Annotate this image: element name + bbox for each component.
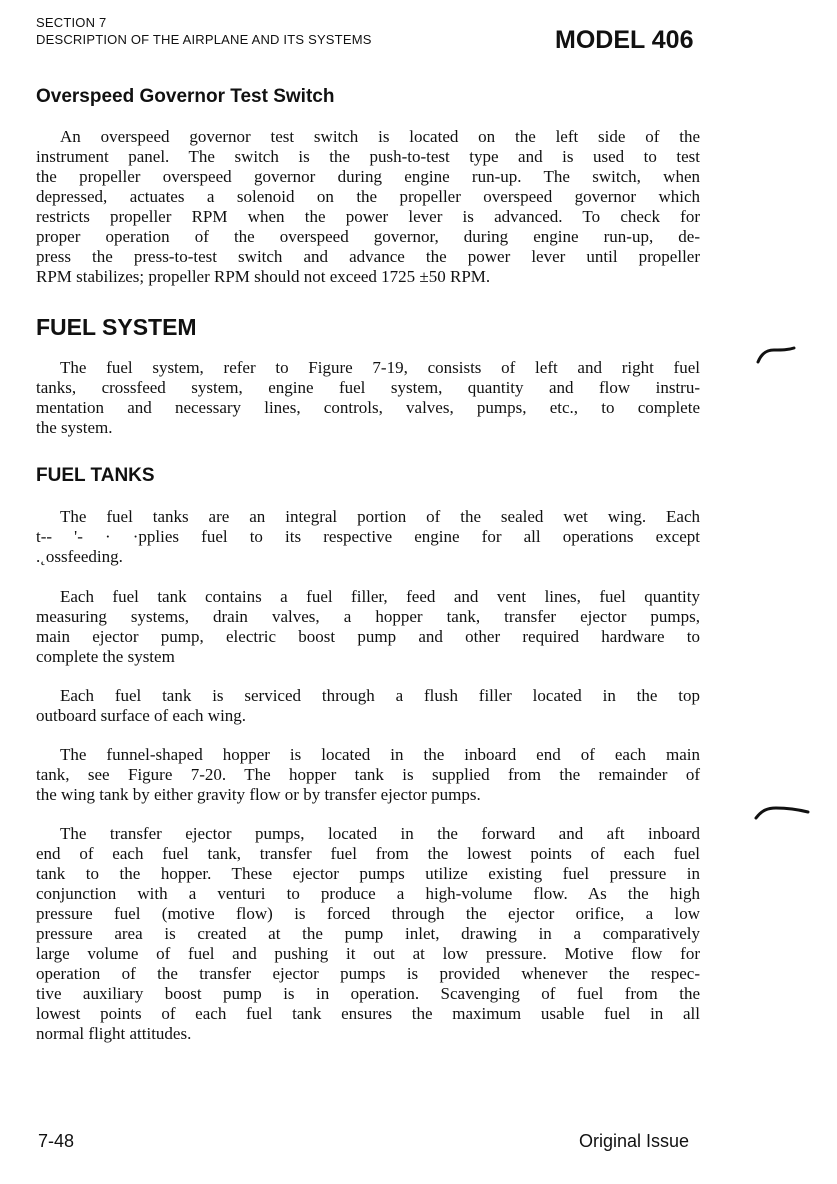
text-line: RPM stabilizes; propeller RPM should not exceed 1725 ±50 RPM. (36, 267, 491, 286)
text-line: proper operation of the overspeed governor, during engine run-up, de- (36, 227, 700, 246)
text-line: depressed, actuates a solenoid on the propeller overspeed governor which (36, 187, 700, 206)
fuel-tanks-paragraph-2 (36, 587, 700, 667)
text-line: normal flight attitudes. (36, 1024, 192, 1043)
text-line: The fuel system, refer to Figure 7-19, consists of left and right fuel (60, 358, 700, 377)
text-line: pressure area is created at the pump inlet, drawing in a comparatively (36, 924, 700, 943)
text-line: The transfer ejector pumps, located in the forward and aft inboard (60, 824, 700, 843)
fuel-tanks-paragraph-4 (36, 745, 700, 805)
text-line: the propeller overspeed governor during engine run-up. The switch, when (36, 167, 700, 186)
fuel-tanks-paragraph-1 (36, 507, 700, 567)
text-line: The funnel-shaped hopper is located in the inboard end of each main (60, 745, 700, 764)
fuel-tanks-heading: FUEL TANKS (36, 465, 155, 486)
text-line: Each fuel tank contains a fuel filler, feed and vent lines, fuel quantity (60, 587, 700, 606)
text-line: outboard surface of each wing. (36, 706, 247, 725)
fuel-tanks-paragraph-3 (36, 686, 700, 726)
section-description: DESCRIPTION OF THE AIRPLANE AND ITS SYSTEMS (36, 32, 372, 47)
text-line: tanks, crossfeed system, engine fuel system, quantity and flow instru- (36, 378, 700, 397)
page-number: 7-48 (38, 1131, 75, 1151)
text-line: Each fuel tank is serviced through a flush filler located in the top (60, 686, 700, 705)
text-line: main ejector pump, electric boost pump and other required hardware to (36, 627, 700, 646)
model-title: MODEL 406 (555, 26, 694, 54)
text-line: end of each fuel tank, transfer fuel from the lowest points of each fuel (36, 844, 700, 863)
text-line: the wing tank by either gravity flow or by transfer ejector pumps. (36, 785, 481, 804)
text-line: mentation and necessary lines, controls, valves, pumps, etc., to complete (36, 398, 700, 417)
text-line: instrument panel. The switch is the push-to-test type and is used to test (36, 147, 700, 166)
overspeed-paragraph (36, 127, 700, 287)
text-line: press the press-to-test switch and advance the power lever until propeller (36, 247, 700, 266)
text-line: large volume of fuel and pushing it out at low pressure. Motive flow for (36, 944, 700, 963)
text-line: restricts propeller RPM when the power lever is advanced. To check for (36, 207, 700, 226)
text-line: The fuel tanks are an integral portion of the sealed wet wing. Each (60, 507, 700, 526)
text-line: tive auxiliary boost pump is in operation. Scavenging of fuel from the (36, 984, 700, 1003)
text-line: An overspeed governor test switch is located on the left side of the (60, 127, 700, 146)
text-line: tank, see Figure 7-20. The hopper tank is supplied from the remainder of (36, 765, 700, 784)
fuel-system-heading: FUEL SYSTEM (36, 314, 197, 340)
text-line: complete the system (36, 647, 175, 666)
text-line: .˛ossfeeding. (36, 547, 123, 566)
fuel-system-paragraph (36, 358, 700, 438)
change-bar-mark (752, 338, 802, 368)
fuel-tanks-paragraph-5 (36, 824, 700, 1044)
text-line: tank to the hopper. These ejector pumps utilize existing fuel pressure in (36, 864, 700, 883)
text-line: lowest points of each fuel tank ensures the maximum usable fuel in all (36, 1004, 700, 1023)
change-bar-mark (752, 796, 812, 826)
text-line: t-- '- · ·pplies fuel to its respective engine for all operations except (36, 527, 700, 546)
section-label: SECTION 7 (36, 15, 107, 30)
text-line: pressure fuel (motive flow) is forced through the ejector orifice, a low (36, 904, 700, 923)
issue-label: Original Issue (579, 1131, 690, 1151)
text-line: conjunction with a venturi to produce a high-volume flow. As the high (36, 884, 700, 903)
overspeed-heading: Overspeed Governor Test Switch (36, 86, 335, 107)
text-line: operation of the transfer ejector pumps is provided whenever the respec- (36, 964, 700, 983)
text-line: measuring systems, drain valves, a hopper tank, transfer ejector pumps, (36, 607, 700, 626)
text-line: the system. (36, 418, 113, 437)
